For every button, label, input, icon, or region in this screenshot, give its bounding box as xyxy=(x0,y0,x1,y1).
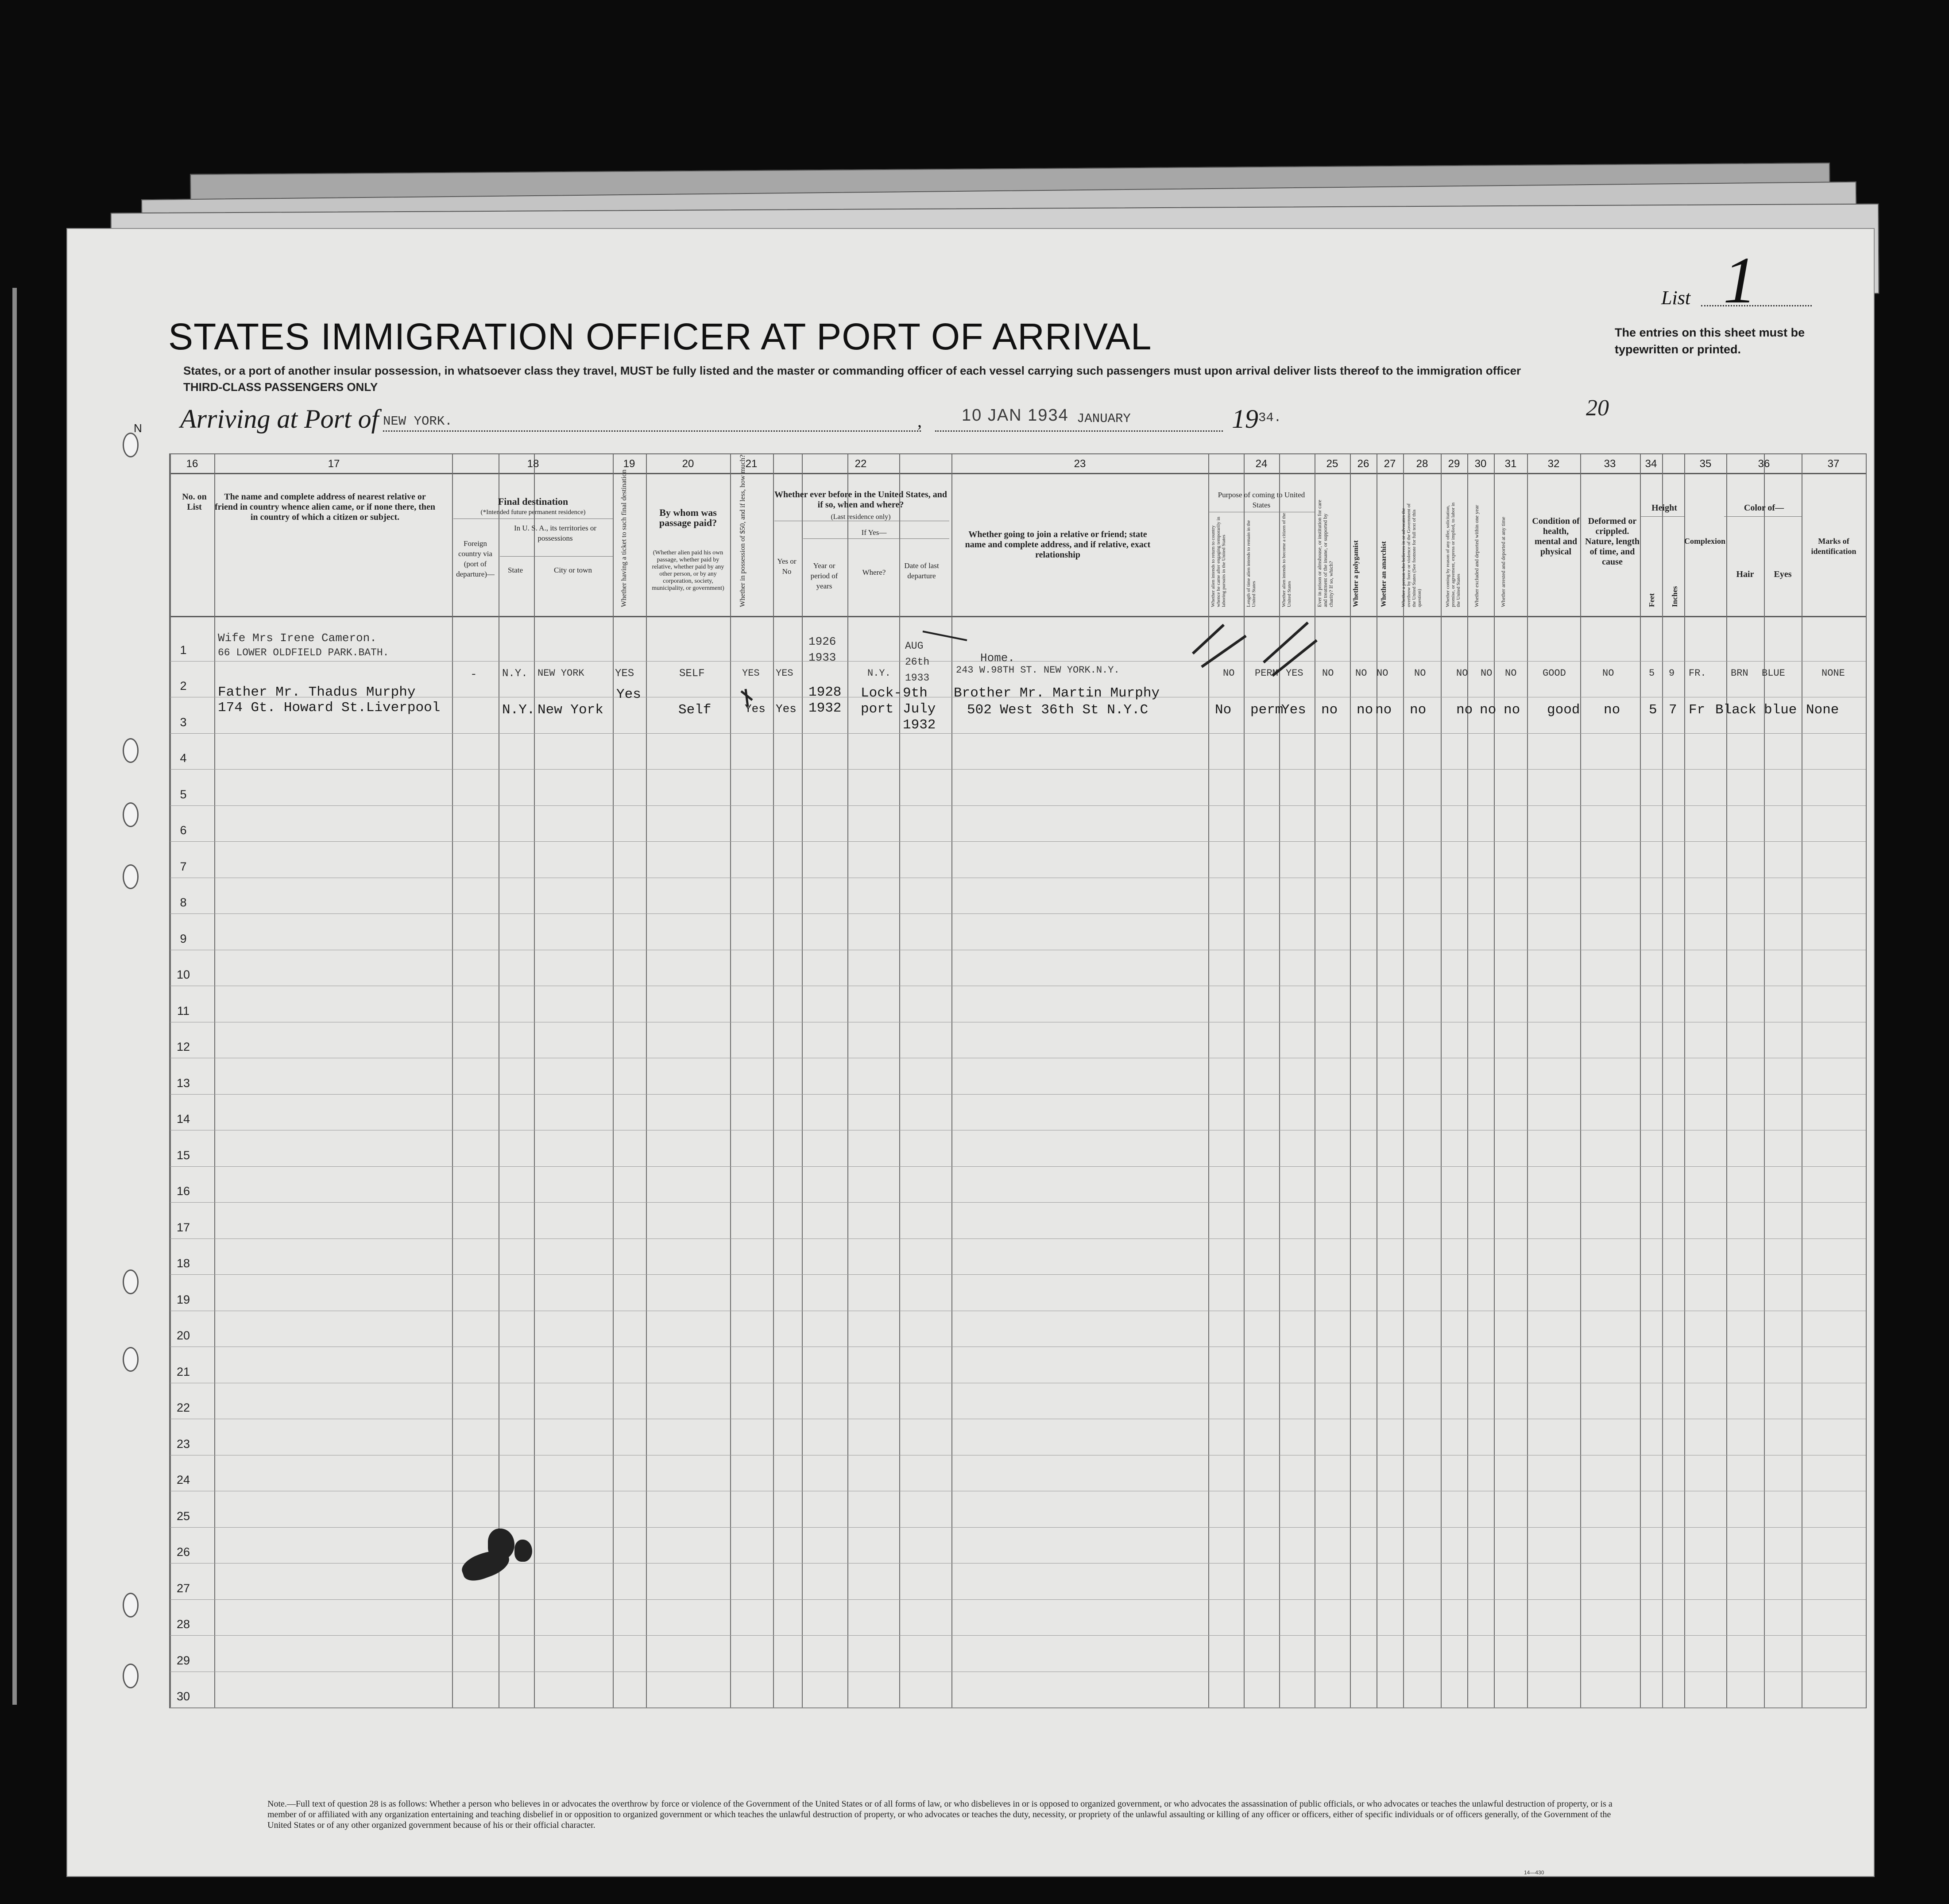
row1-city: NEW YORK xyxy=(538,668,584,679)
row2-return: No xyxy=(1215,702,1232,718)
row2-inches: 7 xyxy=(1669,702,1677,718)
header-prison: Ever in prison or almshouse, or institution for care and treatment of the insane, or supported by charity? If so, which? xyxy=(1316,499,1334,607)
list-number-line xyxy=(1701,305,1812,306)
row-rule xyxy=(170,1202,1866,1203)
row-rule xyxy=(170,769,1866,770)
header-anarchist: Whether an anarchist xyxy=(1380,541,1388,607)
column-rule xyxy=(1350,454,1351,1707)
column-rule xyxy=(1866,454,1867,1707)
row2-paid-by: Self xyxy=(678,702,712,718)
header-fifty-dollars: Whether in possession of $50, and if less, how much? xyxy=(739,454,746,607)
header-purpose: Purpose of coming to United States xyxy=(1218,491,1305,509)
column-number: 21 xyxy=(745,458,758,470)
header-no-on-list: No. on List xyxy=(182,492,207,512)
manifest-sheet xyxy=(66,228,1875,1877)
header-inches: Inches xyxy=(1671,586,1679,607)
header-city: City or town xyxy=(554,566,592,574)
column-number: 24 xyxy=(1255,458,1268,470)
punch-hole xyxy=(123,1269,139,1294)
row-number: 12 xyxy=(176,1040,190,1053)
header-nearest-relative: The name and complete address of nearest relative or friend in country whence alien came, or if none there, then in country of which a citizen or subject. xyxy=(214,492,436,522)
row-rule xyxy=(170,1599,1866,1600)
header-question-29: Whether coming by reason of any offer, solicitation, promise, or agreement, express or implied, to labor in the United States xyxy=(1445,502,1461,607)
row-rule xyxy=(170,805,1866,806)
column-number: 31 xyxy=(1504,458,1517,470)
column-rule xyxy=(214,454,215,1707)
row2-complexion: Fr xyxy=(1689,702,1705,718)
row-number: 21 xyxy=(176,1365,190,1378)
header-passage-paid-sub: (Whether alien paid his own passage, whether paid by relative, whether paid by any other person, or by any corporation, society, municipality, or government) xyxy=(652,550,724,592)
header-length-stay: Length of time alien intends to remain in the United States xyxy=(1246,520,1257,607)
check-stroke xyxy=(923,631,967,640)
rule xyxy=(803,538,949,539)
header-return-intent: Whether alien intends to return to country whence he came after engaging temporarily in laboring pursuits in the United States xyxy=(1210,516,1226,607)
check-stroke xyxy=(1193,625,1246,667)
column-rule xyxy=(613,454,614,1707)
check-stroke xyxy=(741,689,752,707)
row-number: 11 xyxy=(177,1004,190,1018)
day-number: 20 xyxy=(1586,395,1609,421)
punch-hole xyxy=(123,433,139,457)
column-number: 22 xyxy=(855,458,867,470)
header-joining: Whether going to join a relative or friend; state name and complete address, and if relative, exact relationship xyxy=(965,530,1151,560)
row1-q30: NO xyxy=(1481,668,1493,679)
row2-joining-person: Brother Mr. Martin Murphy xyxy=(954,685,1160,701)
row2-deformed: no xyxy=(1604,702,1620,718)
header-complexion: Complexion xyxy=(1684,537,1726,546)
header-citizen-intent: Whether alien intends to become a citizen of the United States xyxy=(1281,513,1292,607)
row-number: 17 xyxy=(176,1220,190,1234)
punch-hole xyxy=(123,1347,139,1372)
punch-hole xyxy=(123,738,139,763)
row-rule xyxy=(170,733,1866,734)
row2-period: 1928 1932 xyxy=(808,685,842,716)
port-name: NEW YORK. xyxy=(383,414,452,429)
row2-anarchist: no xyxy=(1375,702,1392,718)
column-number: 37 xyxy=(1827,458,1840,470)
comma: , xyxy=(917,411,922,431)
row2-q28: no xyxy=(1410,702,1427,718)
column-number: 35 xyxy=(1699,458,1712,470)
header-ever-before: Whether ever before in the United States, and if so, when and where? xyxy=(774,490,947,510)
row-number: 19 xyxy=(176,1293,190,1306)
row2-length: perm xyxy=(1250,702,1284,718)
row-rule xyxy=(170,1274,1866,1275)
row-number: 23 xyxy=(176,1437,190,1451)
row2-marks: None xyxy=(1806,702,1839,718)
header-feet: Feet xyxy=(1647,593,1656,607)
row1-period: 1926 1933 xyxy=(808,635,836,664)
row-number: 6 xyxy=(180,824,187,837)
header-eyes: Eyes xyxy=(1774,569,1792,579)
rule xyxy=(1640,516,1684,517)
row2-polygamist: no xyxy=(1357,702,1373,718)
row-number: 5 xyxy=(180,787,187,801)
header-height: Height xyxy=(1651,503,1677,513)
header-arrested: Whether arrested and deported at any time xyxy=(1500,517,1506,607)
row1-before: YES xyxy=(776,668,793,679)
column-rule xyxy=(534,454,535,1707)
column-number: 36 xyxy=(1758,458,1770,470)
row1-health: GOOD xyxy=(1543,668,1566,679)
column-rule xyxy=(1494,454,1495,1707)
column-rule xyxy=(1640,454,1641,1707)
column-rule xyxy=(646,454,647,1707)
row2-last-departure: 9th July 1932 xyxy=(903,685,936,733)
row1-prison: NO xyxy=(1322,668,1334,679)
row-number: 16 xyxy=(176,1184,190,1198)
rule xyxy=(500,556,613,557)
row-number: 26 xyxy=(176,1545,190,1559)
header-final-destination-sub: (*Intended future permanent residence) xyxy=(480,509,586,516)
row2-ticket: Yes xyxy=(616,687,641,702)
column-number: 20 xyxy=(682,458,694,470)
column-rule xyxy=(1467,454,1468,1707)
row1-deformed: NO xyxy=(1602,668,1614,679)
header-deformed: Deformed or crippled. Nature, length of time, and cause xyxy=(1585,516,1640,567)
sub-column-rule xyxy=(847,538,848,616)
margin-letter: N xyxy=(134,422,142,435)
row-rule xyxy=(170,1094,1866,1095)
header-passage-paid: By whom was passage paid? xyxy=(659,507,717,528)
column-number: 34 xyxy=(1645,458,1657,470)
row-number: 30 xyxy=(176,1690,190,1703)
header-where: Where? xyxy=(862,568,886,577)
manifest-table xyxy=(169,453,1867,1708)
row-number: 22 xyxy=(176,1401,190,1414)
row1-foreign: - xyxy=(470,668,477,681)
page-title: STATES IMMIGRATION OFFICER AT PORT OF ARRIVAL xyxy=(168,316,1152,357)
header-last-departure: Date of last departure xyxy=(904,561,939,580)
rule xyxy=(1724,516,1802,517)
row1-joining-address: 243 W.98TH ST. NEW YORK.N.Y. xyxy=(956,665,1120,676)
footnote: Note.—Full text of question 28 is as follows: Whether a person who believes in or advocates the overthrow by force or violence of the Government of the United States or of all forms of law, or who disbelieves in or is opposed to organized government, or who advocates the assassination of public officials, or who advocates or teaches the unlawful destruction of property, or is a member of or affiliated with any organization entertaining and teaching disbelief in or opposition to organized government or which teaches the unlawful destruction of property, or who advocates or teaches the duty, necessity, or propriety of the unlawful assaulting or killing of any officer or officers, either of specific individuals or of officers generally, of the Government of the United States or of any other organized government because of his or their official character. xyxy=(267,1799,1613,1830)
column-rule xyxy=(452,454,453,1707)
year-suffix: 34. xyxy=(1258,410,1282,425)
column-number: 23 xyxy=(1074,458,1086,470)
row-number: 28 xyxy=(176,1618,190,1631)
header-hair: Hair xyxy=(1736,569,1754,579)
column-number: 27 xyxy=(1384,458,1396,470)
column-number: 33 xyxy=(1604,458,1616,470)
column-rule xyxy=(1527,454,1528,1707)
column-number: 30 xyxy=(1474,458,1487,470)
row1-citizen: YES xyxy=(1286,668,1303,679)
header-foreign-country: Foreign country via (port of departure)— xyxy=(456,539,495,578)
row1-q29: NO xyxy=(1456,668,1468,679)
check-marks xyxy=(732,627,1330,716)
row-number: 29 xyxy=(176,1653,190,1667)
header-marks: Marks of identification xyxy=(1811,537,1856,556)
punch-hole xyxy=(123,1593,139,1618)
row-number: 13 xyxy=(176,1076,190,1090)
row2-possession: Yes xyxy=(745,702,766,716)
header-if-yes: If Yes— xyxy=(861,528,887,537)
row1-joining-home: Home. xyxy=(980,651,1015,665)
header-excluded: Whether excluded and deported within one year xyxy=(1473,505,1480,607)
row-number: 7 xyxy=(180,859,187,873)
header-period: Year or period of years xyxy=(810,561,838,590)
row-number: 8 xyxy=(180,896,187,909)
row-number: 9 xyxy=(180,932,187,945)
row2-where: Lock- port xyxy=(861,685,902,717)
row1-eyes: BLUE xyxy=(1762,668,1785,679)
row2-eyes: blue xyxy=(1764,702,1797,718)
row2-q29: no xyxy=(1456,702,1473,718)
row-number: 4 xyxy=(180,751,187,765)
row1-complexion: FR. xyxy=(1689,668,1706,679)
row-rule xyxy=(170,841,1866,842)
row-number: 27 xyxy=(176,1581,190,1595)
column-rule xyxy=(1684,454,1685,1707)
row-rule xyxy=(170,1238,1866,1239)
header-rule xyxy=(170,616,1866,617)
header-ever-before-sub: (Last residence only) xyxy=(831,513,891,521)
header-polygamist: Whether a polygamist xyxy=(1352,540,1360,607)
row2-hair: Black xyxy=(1715,702,1757,718)
class-line: THIRD-CLASS PASSENGERS ONLY xyxy=(183,380,378,394)
check-stroke xyxy=(1264,623,1317,676)
row2-citizen: Yes xyxy=(1281,702,1306,718)
column-rule xyxy=(730,454,731,1707)
column-number: 26 xyxy=(1357,458,1369,470)
row1-q28: NO xyxy=(1414,668,1426,679)
row-rule xyxy=(170,1635,1866,1636)
row2-prison: no xyxy=(1321,702,1338,718)
arriving-label: Arriving at Port of xyxy=(180,404,379,433)
row-number: 18 xyxy=(176,1257,190,1270)
header-rule xyxy=(170,473,1866,474)
row1-relative-address: 66 LOWER OLDFIELD PARK.BATH. xyxy=(218,647,389,658)
row1-return: NO xyxy=(1223,668,1235,679)
column-number: 32 xyxy=(1547,458,1560,470)
header-final-destination: Final destination xyxy=(498,496,568,507)
row1-feet: 5 xyxy=(1649,668,1655,679)
header-color: Color of— xyxy=(1744,503,1784,513)
column-number: 19 xyxy=(623,458,635,470)
row2-relative-name: Father Mr. Thadus Murphy xyxy=(218,685,416,700)
date-stamp: 10 JAN 1934 xyxy=(962,406,1069,425)
column-rule xyxy=(1441,454,1442,1707)
row2-before: Yes xyxy=(776,702,797,716)
list-number: 1 xyxy=(1723,244,1756,317)
header-yes-no: Yes or No xyxy=(777,557,797,576)
column-number: 29 xyxy=(1448,458,1460,470)
header-in-usa: In U. S. A., its territories or possessions xyxy=(514,524,597,542)
entries-note: The entries on this sheet must be typewritten or printed. xyxy=(1615,326,1805,356)
row-number: 2 xyxy=(180,679,187,693)
row1-last-departure: AUG 26th 1933 xyxy=(905,640,930,684)
row2-city: New York xyxy=(538,702,603,718)
column-number: 28 xyxy=(1416,458,1428,470)
punch-hole xyxy=(123,864,139,889)
instructions-line: States, or a port of another insular possession, in whatsoever class they travel, MUST be fully listed and the master or commanding officer of each vessel carrying such passengers must upon arrival deliver lists thereof to the immigration officer xyxy=(183,364,1521,377)
column-rule xyxy=(1403,454,1404,1707)
row1-ticket: YES xyxy=(615,668,634,680)
row-number: 20 xyxy=(176,1329,190,1342)
page-edge xyxy=(12,288,17,1705)
row-number: 10 xyxy=(176,968,190,981)
row-rule xyxy=(170,1166,1866,1167)
row-number: 1 xyxy=(180,643,187,657)
row2-health: good xyxy=(1547,702,1580,718)
column-number: 18 xyxy=(527,458,539,470)
row2-q30: no xyxy=(1480,702,1497,718)
header-ticket: Whether having a ticket to such final destination xyxy=(620,469,628,607)
column-rule xyxy=(1726,454,1727,1707)
row1-state: N.Y. xyxy=(502,668,528,680)
row-number: 15 xyxy=(176,1148,190,1162)
row1-marks: NONE xyxy=(1821,668,1845,679)
punch-hole xyxy=(123,1664,139,1688)
date-line xyxy=(935,430,1223,432)
row-rule xyxy=(170,913,1866,914)
row1-relative-name: Wife Mrs Irene Cameron. xyxy=(218,631,377,645)
row-number: 25 xyxy=(176,1509,190,1523)
row1-polygamist: NO xyxy=(1355,668,1367,679)
row1-paid-by: SELF xyxy=(679,668,705,680)
column-number: 25 xyxy=(1326,458,1338,470)
ink-blot xyxy=(514,1540,532,1562)
row1-hair: BRN xyxy=(1731,668,1748,679)
row1-length: PERM xyxy=(1255,668,1278,679)
year-prefix: 19 xyxy=(1232,404,1258,433)
column-rule xyxy=(1580,454,1581,1707)
punch-hole xyxy=(123,802,139,827)
row2-state: N.Y. xyxy=(502,702,535,718)
row-number: 3 xyxy=(180,715,187,729)
row2-feet: 5 xyxy=(1649,702,1657,718)
column-number: 16 xyxy=(186,458,198,470)
row1-q31: NO xyxy=(1505,668,1517,679)
row1-where: N.Y. xyxy=(867,668,891,679)
header-state: State xyxy=(508,566,523,574)
row1-inches: 9 xyxy=(1669,668,1675,679)
row-rule xyxy=(170,1527,1866,1528)
sub-column-rule xyxy=(899,538,900,616)
row-number: 14 xyxy=(176,1112,190,1126)
row-number: 24 xyxy=(176,1473,190,1486)
row-rule xyxy=(170,1707,1866,1708)
header-health: Condition of health, mental and physical xyxy=(1532,516,1580,557)
row2-q31: no xyxy=(1504,702,1520,718)
row2-joining-address: 502 West 36th St N.Y.C xyxy=(967,702,1149,718)
ink-blot xyxy=(488,1529,514,1560)
month: JANUARY xyxy=(1077,411,1131,426)
row1-anarchist: NO xyxy=(1377,668,1388,679)
row1-possession: YES xyxy=(742,668,760,679)
row2-relative-address: 174 Gt. Howard St.Liverpool xyxy=(218,700,441,716)
sub-column-rule xyxy=(1662,516,1663,1707)
form-number: 14—430 xyxy=(1524,1869,1544,1876)
port-line xyxy=(383,430,921,432)
list-label: List xyxy=(1661,287,1691,309)
column-number: 17 xyxy=(328,458,340,470)
header-question-28: Whether a person who believes in or advocates the overthrow by force or violence of the Government of the United States (See footnote for full text of this question) xyxy=(1401,503,1422,607)
